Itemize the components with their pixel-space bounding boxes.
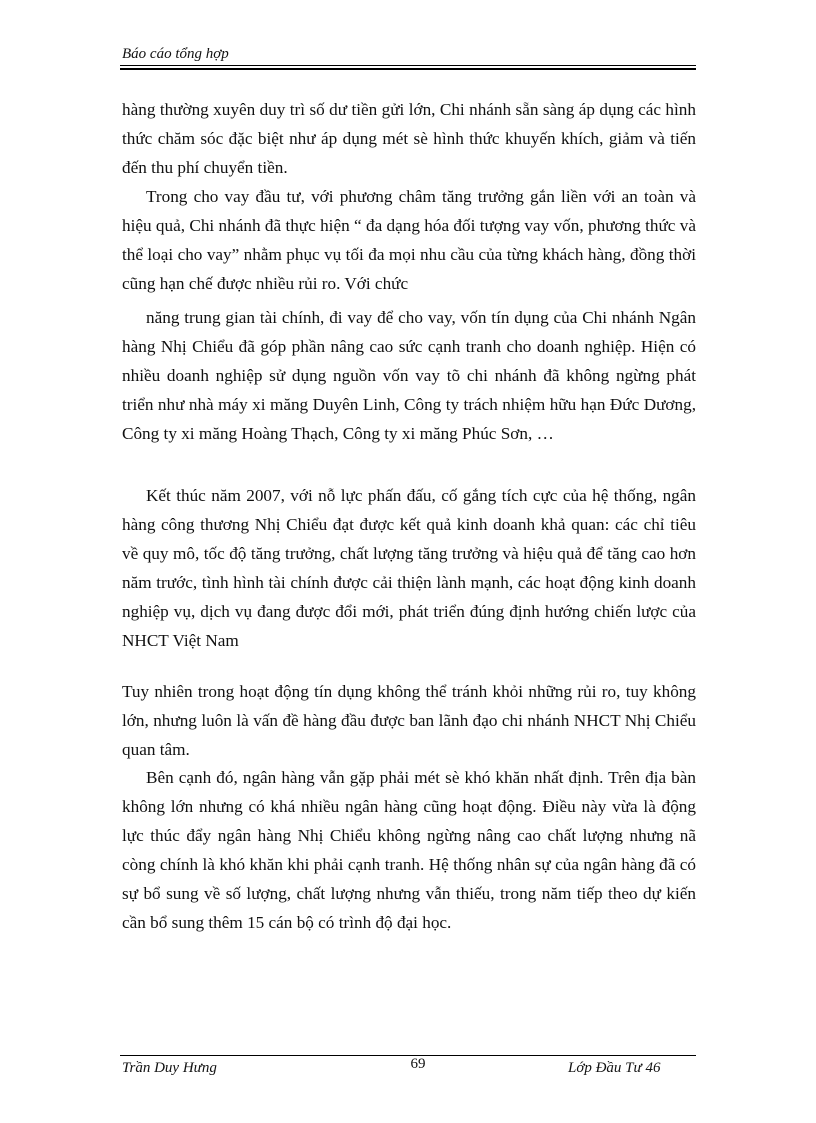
footer-author: Trần Duy Hưng — [122, 1060, 217, 1076]
footer-class-name: Lớp Đầu Tư 46 — [568, 1060, 661, 1076]
header-title: Báo cáo tổng hợp — [122, 46, 229, 62]
paragraph-1: hàng thường xuyên duy trì số dư tiền gửi lớn, Chi nhánh sẵn sàng áp dụng các hình thức chăm sóc đặc biệt như áp dụng mét sè hình thức khuyến khích, giảm và tiến đến thu phí chuyển tiền. — [122, 100, 696, 177]
paragraph-4: Kết thúc năm 2007, với nỗ lực phấn đấu, cố gắng tích cực của hệ thống, ngân hàng công thương Nhị Chiểu đạt được kết quả kinh doanh khả quan: các chỉ tiêu về quy mô, tốc độ tăng trưởng, chất lượng tăng trưởng và hiệu quả để tăng cao hơn năm trước, tình hình tài chính được cải thiện lành mạnh, các hoạt động kinh doanh nghiệp vụ, dịch vụ đang được đổi mới, phát triển đúng định hướng chiến lược của NHCT Việt Nam — [122, 486, 696, 650]
paragraph-6: Bên cạnh đó, ngân hàng vẫn gặp phải mét sè khó khăn nhất định. Trên địa bàn không lớn nhưng có khá nhiều ngân hàng cũng hoạt động. Điều này vừa là động lực thúc đẩy ngân hàng Nhị Chiểu không ngừng nâng cao chất lượng nhưng nã còng chính là khó khăn khi phải cạnh tranh. Hệ thống nhân sự của ngân hàng đã có sự bổ sung về số lượng, chất lượng nhưng vẫn thiếu, trong năm tiếp theo dự kiến cần bổ sung thêm 15 cán bộ có trình độ đại học. — [122, 768, 696, 932]
header-rule-top — [120, 65, 696, 66]
page-number: 69 — [410, 1056, 426, 1072]
paragraph-2: Trong cho vay đầu tư, với phương châm tăng trưởng gắn liền với an toàn và hiệu quả, Chi nhánh đã thực hiện “ đa dạng hóa đối tượng vay vốn, phương thức và thể loại cho vay” nhằm phục vụ tối đa mọi nhu cầu của từng khách hàng, đồng thời cũng hạn chế được nhiều rủi ro. Với chức — [122, 187, 696, 293]
paragraph-5: Tuy nhiên trong hoạt động tín dụng không thể tránh khỏi những rủi ro, tuy không lớn, nhưng luôn là vấn đề hàng đầu được ban lãnh đạo chi nhánh NHCT Nhị Chiểu quan tâm. — [122, 682, 696, 759]
header-rule-bottom — [120, 68, 696, 70]
paragraph-3: năng trung gian tài chính, đi vay để cho vay, vốn tín dụng của Chi nhánh Ngân hàng Nhị Chiểu đã góp phần nâng cao sức cạnh tranh cho doanh nghiệp. Hiện có nhiều doanh nghiệp sử dụng nguồn vốn vay tõ chi nhánh đã không ngừng phát triển như nhà máy xi măng Duyên Linh, Công ty trách nhiệm hữu hạn Đức Dương, Công ty xi măng Hoàng Thạch, Công ty xi măng Phúc Sơn, … — [122, 308, 696, 443]
